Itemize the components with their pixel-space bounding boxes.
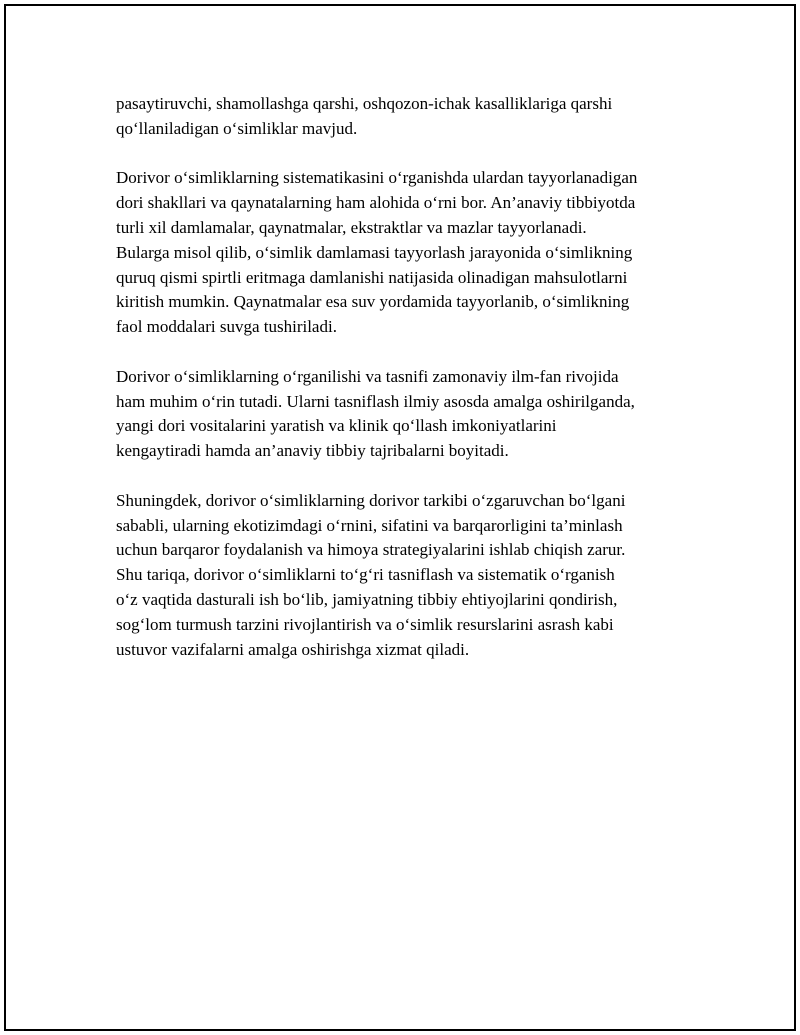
paragraph	[116, 92, 706, 142]
text-line: kiritish mumkin. Qaynatmalar esa suv yordamida tayyorlanib, o‘simlikning	[116, 292, 630, 312]
text-line: Dorivor o‘simliklarning o‘rganilishi va tasnifi zamonaviy ilm-fan rivojida	[116, 366, 619, 386]
text-line: dori shakllari va qaynatalarning ham alohida o‘rni bor. An’anaviy tibbiyotda	[116, 193, 636, 213]
text-line: pasaytiruvchi, shamollashga qarshi, oshqozon-ichak kasalliklariga qarshi	[116, 94, 613, 113]
text-line: sababli, ularning ekotizimdagi o‘rnini, sifatini va barqarorligini ta’minlash	[116, 515, 623, 535]
text-line: kengaytiradi hamda an’anaviy tibbiy tajribalarni boyitadi.	[116, 441, 509, 461]
text-line: faol moddalari suvga tushiriladi.	[116, 317, 337, 337]
document-body	[116, 92, 706, 687]
text-line: Bularga misol qilib, o‘simlik damlamasi tayyorlash jarayonida o‘simlikning	[116, 242, 633, 262]
text-line: yangi dori vositalarini yaratish va klinik qo‘llash imkoniyatlarini	[116, 416, 557, 436]
text-line: sog‘lom turmush tarzini rivojlantirish va o‘simlik resurslarini asrash kabi	[116, 614, 614, 634]
paragraph	[116, 489, 706, 663]
text-line: uchun barqaror foydalanish va himoya strategiyalarini ishlab chiqish zarur.	[116, 540, 626, 560]
paragraph	[116, 166, 706, 340]
text-line: qo‘llaniladigan o‘simliklar mavjud.	[116, 118, 358, 138]
text-line: Shuningdek, dorivor o‘simliklarning dorivor tarkibi o‘zgaruvchan bo‘lgani	[116, 490, 626, 510]
paragraph	[116, 365, 706, 464]
text-line: turli xil damlamalar, qaynatmalar, ekstraktlar va mazlar tayyorlanadi.	[116, 217, 587, 237]
text-line: ham muhim o‘rin tutadi. Ularni tasniflash ilmiy asosda amalga oshirilganda,	[116, 391, 635, 411]
text-line: o‘z vaqtida dasturali ish bo‘lib, jamiyatning tibbiy ehtiyojlarini qondirish,	[116, 589, 618, 609]
text-line: Dorivor o‘simliklarning sistematikasini o‘rganishda ulardan tayyorlanadigan	[116, 168, 638, 188]
text-line: ustuvor vazifalarni amalga oshirishga xizmat qiladi.	[116, 639, 470, 659]
text-line: Shu tariqa, dorivor o‘simliklarni to‘g‘ri tasniflash va sistematik o‘rganish	[116, 565, 615, 585]
text-line: quruq qismi spirtli eritmaga damlanishi natijasida olinadigan mahsulotlarni	[116, 267, 628, 287]
